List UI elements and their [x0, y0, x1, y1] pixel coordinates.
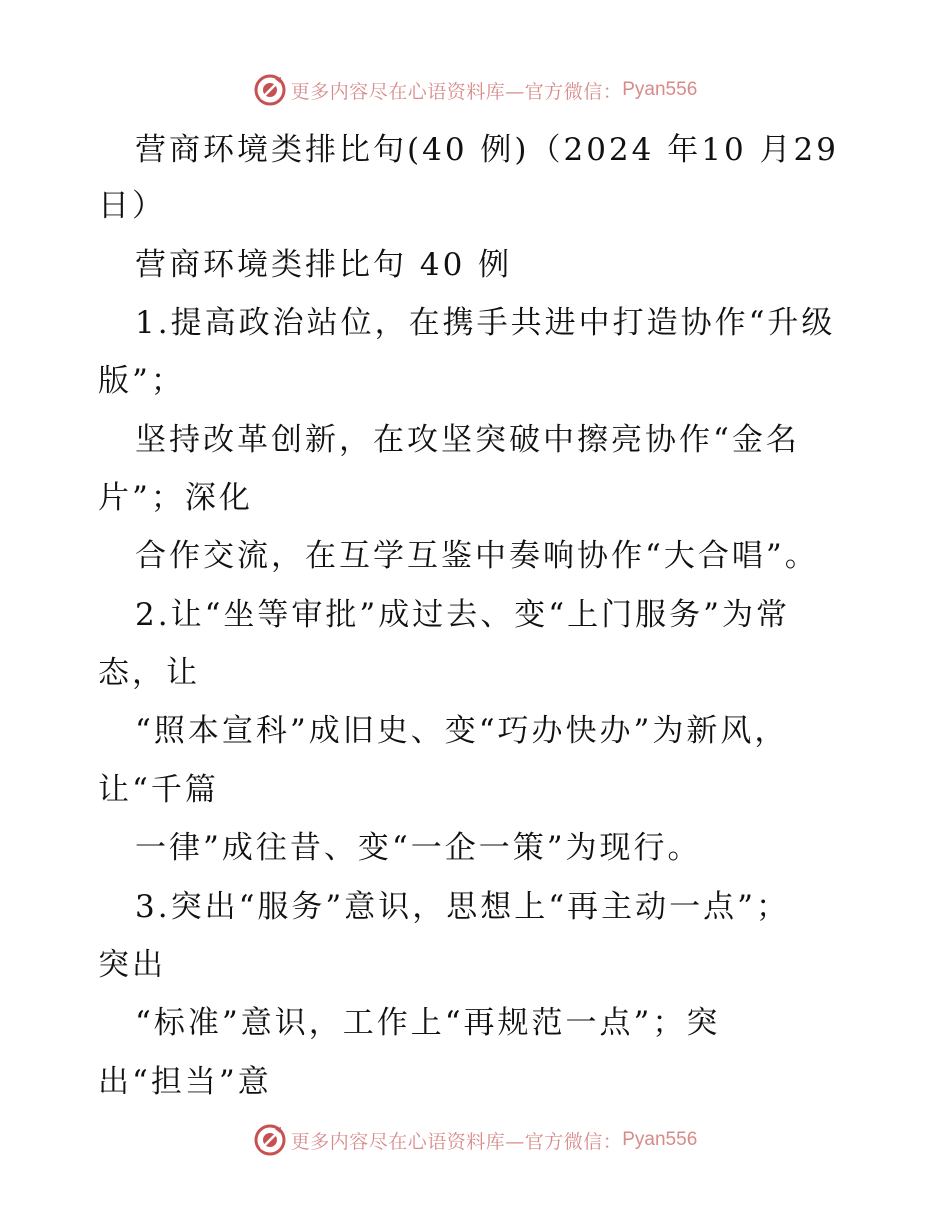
watermark-wechat-id: Pyan556 [622, 1129, 698, 1150]
paragraph-line: 1.提高政治站位，在携手共进中打造协作“升级 [135, 305, 836, 341]
paragraph-line: 突出 [98, 947, 166, 983]
paragraph-line: 2.让“坐等审批”成过去、变“上门服务”为常 [135, 597, 790, 633]
doc-heading: 营商环境类排比句 40 例 [135, 247, 513, 283]
paragraph-line: 片”；深化 [98, 480, 253, 516]
watermark-text: 更多内容尽在心语资料库—官方微信： [290, 1130, 623, 1153]
watermark-footer [0, 1120, 950, 1160]
paragraph-line: 态，让 [98, 655, 200, 691]
watermark-wechat-id: Pyan556 [622, 79, 698, 100]
brand-logo-icon [253, 73, 287, 107]
paragraph-line: 坚持改革创新，在攻坚突破中擦亮协作“金名 [135, 422, 800, 458]
paragraph-line: 出“担当”意 [98, 1064, 272, 1100]
watermark-text: 更多内容尽在心语资料库—官方微信： [290, 80, 623, 103]
paragraph-line: 一律”成往昔、变“一企一策”为现行。 [135, 830, 702, 866]
paragraph-line: “照本宣科”成旧史、变“巧办快办”为新风， [135, 713, 789, 749]
doc-title-line-continued: 日） [98, 188, 166, 224]
watermark-header [0, 70, 950, 110]
paragraph-line: “标准”意识，工作上“再规范一点”；突 [135, 1005, 721, 1041]
paragraph-line: 让“千篇 [98, 772, 219, 808]
paragraph-line: 版”； [98, 363, 185, 399]
paragraph-line: 3.突出“服务”意识，思想上“再主动一点”； [135, 889, 790, 925]
paragraph-line: 合作交流，在互学互鉴中奏响协作“大合唱”。 [135, 538, 819, 574]
brand-logo-icon [253, 1123, 287, 1157]
doc-title-line: 营商环境类排比句(40 例)（2024 年10 月29 [135, 132, 839, 168]
